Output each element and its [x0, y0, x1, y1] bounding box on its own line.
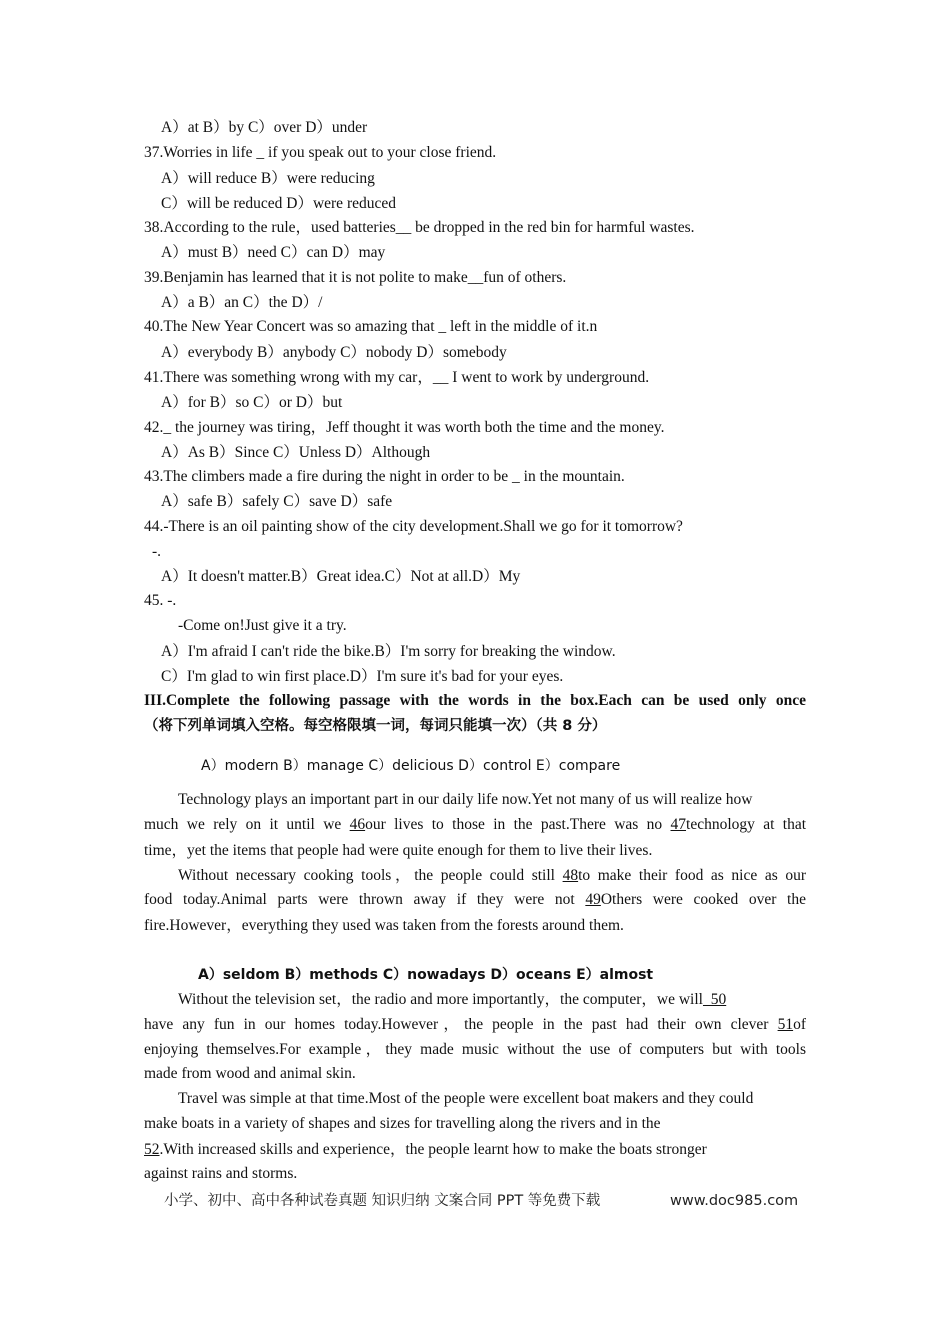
footer-url[interactable]: www.doc985.com: [670, 1193, 799, 1209]
p3-line3: enjoying themselves.For example，they made music without the use of computers but with tools: [144, 1041, 806, 1058]
q41-options: A）for B）so C）or D）but: [161, 394, 343, 411]
q44-reply: -.: [152, 543, 162, 560]
blank-47: 47: [670, 816, 687, 833]
q38-stem: 38.According to the rule，used batteries__ be dropped in the red bin for harmful wastes.: [144, 219, 695, 236]
blank-46: 46: [349, 816, 366, 833]
p2-line3: fire.However，everything they used was taken from the forests around them.: [144, 917, 624, 934]
blank-52: 52: [144, 1141, 160, 1158]
p4-line3: 52.With increased skills and experience，the people learnt how to make the boats stronger: [144, 1141, 707, 1158]
blank-50: 50: [702, 991, 727, 1008]
q42-options: A）As B）Since C）Unless D）Although: [161, 444, 431, 461]
p3-line4: made from wood and animal skin.: [144, 1065, 356, 1082]
q37-options-1: A）will reduce B）were reducing: [161, 170, 375, 187]
q45-line2: -Come on!Just give it a try.: [178, 617, 347, 634]
p2-line1: Without necessary cooking tools，the people could still 48to make their food as nice as our: [178, 867, 806, 884]
q45-options-1: A）I'm afraid I can't ride the bike.B）I'm sorry for breaking the window.: [161, 643, 616, 660]
q39-stem: 39.Benjamin has learned that it is not polite to make__fun of others.: [144, 269, 567, 286]
q39-options: A）a B）an C）the D）/: [161, 294, 323, 311]
q43-stem: 43.The climbers made a fire during the night in order to be _ in the mountain.: [144, 468, 625, 485]
q40-options: A）everybody B）anybody C）nobody D）somebody: [161, 344, 507, 361]
q45-stem: 45. -.: [144, 592, 177, 609]
p4-line2: make boats in a variety of shapes and sizes for travelling along the rivers and in the: [144, 1115, 661, 1132]
p2-line2: food today.Animal parts were thrown away if they were not 49Others were cooked over the: [144, 891, 806, 908]
p3-line2: have any fun in our homes today.However，the people in the past had their own clever 51of: [144, 1016, 806, 1033]
q41-stem: 41.There was something wrong with my car，__ I went to work by underground.: [144, 369, 650, 386]
word-box-1: A）modern B）manage C）delicious D）control E）compare: [201, 758, 621, 774]
q44-stem: 44.-There is an oil painting show of the city development.Shall we go for it tomorrow?: [144, 518, 683, 535]
p4-line4: against rains and storms.: [144, 1165, 298, 1182]
q36-options: A）at B）by C）over D）under: [161, 119, 368, 136]
word-box-2: A）seldom B）methods C）nowadays D）oceans E）almost: [198, 967, 654, 983]
q43-options: A）safe B）safely C）save D）safe: [161, 493, 393, 510]
q40-stem: 40.The New Year Concert was so amazing that _ left in the middle of it.n: [144, 318, 598, 335]
p1-line1: Technology plays an important part in our daily life now.Yet not many of us will realize how: [178, 791, 753, 808]
blank-49: 49: [585, 891, 601, 908]
p1-line2: much we rely on it until we 46our lives to those in the past.There was no 47technology at that: [144, 816, 806, 833]
q45-options-2: C）I'm glad to win first place.D）I'm sure it's bad for your eyes.: [161, 668, 564, 685]
footer-text: 小学、初中、高中各种试卷真题 知识归纳 文案合同 PPT 等免费下载: [164, 1193, 601, 1209]
q38-options: A）must B）need C）can D）may: [161, 244, 386, 261]
section3-heading-line2: （将下列单词填入空格。每空格限填一词，每词只能填一次）（共 8 分）: [144, 718, 607, 734]
q37-options-2: C）will be reduced D）were reduced: [161, 195, 396, 212]
blank-48: 48: [562, 867, 579, 884]
q42-stem: 42._ the journey was tiring，Jeff thought it was worth both the time and the money.: [144, 419, 665, 436]
p1-line3: time，yet the items that people had were quite enough for them to live their lives.: [144, 842, 653, 859]
blank-51: 51: [777, 1016, 794, 1033]
p3-line1: Without the television set，the radio and more importantly，the computer，we will 50: [178, 991, 727, 1008]
section3-heading-line1: III.Complete the following passage with the words in the box.Each can be used only once: [144, 692, 806, 709]
q44-options: A）It doesn't matter.B）Great idea.C）Not at all.D）My: [161, 568, 521, 585]
p4-line1: Travel was simple at that time.Most of the people were excellent boat makers and they could: [178, 1090, 754, 1107]
q37-stem: 37.Worries in life _ if you speak out to your close friend.: [144, 144, 497, 161]
